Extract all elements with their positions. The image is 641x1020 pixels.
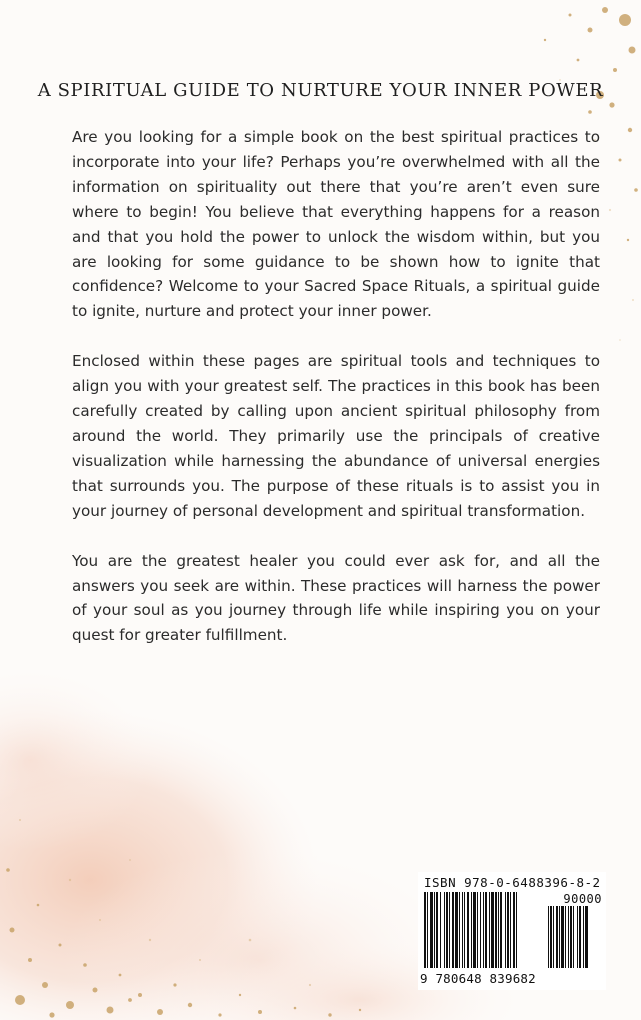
barcode-bar [436, 892, 438, 968]
barcode-bar [577, 906, 578, 968]
barcode-bar [452, 892, 454, 968]
barcode-bar [561, 906, 564, 968]
barcode-bar [471, 892, 472, 968]
barcode-bar [462, 892, 463, 968]
blurb [72, 125, 600, 673]
barcode-digits: 9 780648 839682 [420, 971, 536, 986]
barcode-bar [565, 906, 566, 968]
barcode-bar [585, 906, 588, 968]
barcode-bar [449, 892, 450, 968]
barcode-bar [568, 906, 569, 968]
barcode-bar [427, 892, 428, 968]
barcode-bar [553, 906, 554, 968]
barcode-bars [424, 892, 600, 972]
barcode-bar [573, 906, 574, 968]
cover-title: A SPIRITUAL GUIDE TO NURTURE YOUR INNER POWER [37, 80, 604, 101]
blurb-paragraph-1: Are you looking for a simple book on the best spiritual practices to incorporate into your life? Perhaps you’re overwhelmed with all the information on spirituality out there that you’re aren’t even sure where to begin! You believe that everything happens for a reason and that you hold the power to unlock the wisdom within, but you are looking for some guidance to be shown how to ignite that confidence? Welcome to your Sacred Space Rituals, a spiritual guide to ignite, nurture and protect your inner power. [72, 128, 600, 321]
barcode-bar [424, 892, 426, 968]
isbn-barcode [418, 872, 606, 990]
barcode-bar [559, 906, 560, 968]
barcode-bar [446, 892, 448, 968]
barcode-bar [455, 892, 458, 968]
barcode-bar [507, 892, 509, 968]
barcode-bar [440, 892, 441, 968]
blurb-paragraph-2: Enclosed within these pages are spiritual tools and techniques to align you with your greatest self. The practices in this book has been carefully created by calling upon ancient spiritual philosophy from around the world. They primarily use the principals of creative visualization while harnessing the abundance of universal energies that surrounds you. The purpose of these rituals is to assist you in your journey of personal development and spiritual transformation. [72, 352, 600, 520]
barcode-bar [483, 892, 484, 968]
barcode-bar [498, 892, 499, 968]
barcode-bar [430, 892, 433, 968]
barcode-bar [459, 892, 460, 968]
barcode-bar [464, 892, 465, 968]
barcode-bar [510, 892, 511, 968]
barcode-bar [556, 906, 558, 968]
barcode-bar [489, 892, 490, 968]
barcode-bar [579, 906, 581, 968]
price-code: 90000 [563, 892, 602, 906]
barcode-bar [570, 906, 572, 968]
barcode-bar [505, 892, 506, 968]
barcode-bar [583, 906, 584, 968]
barcode-bar [485, 892, 487, 968]
blurb-paragraph-3: You are the greatest healer you could ever ask for, and all the answers you seek are within. These practices will harness the power of your soul as you journey through life while inspiring you on your quest for greater fulfillment. [72, 551, 600, 645]
barcode-bar [444, 892, 445, 968]
barcode-bar [480, 892, 481, 968]
barcode-bar [491, 892, 494, 968]
barcode-bar [516, 892, 517, 968]
barcode-bar [500, 892, 502, 968]
barcode-bar [473, 892, 476, 968]
barcode-bar [467, 892, 469, 968]
barcode-bar [550, 906, 552, 968]
isbn-label: ISBN 978-0-6488396-8-2 [424, 875, 601, 890]
barcode-bar [513, 892, 515, 968]
barcode-bar [495, 892, 497, 968]
barcode-bar [477, 892, 478, 968]
barcode-bar [434, 892, 435, 968]
barcode-bar [548, 906, 549, 968]
